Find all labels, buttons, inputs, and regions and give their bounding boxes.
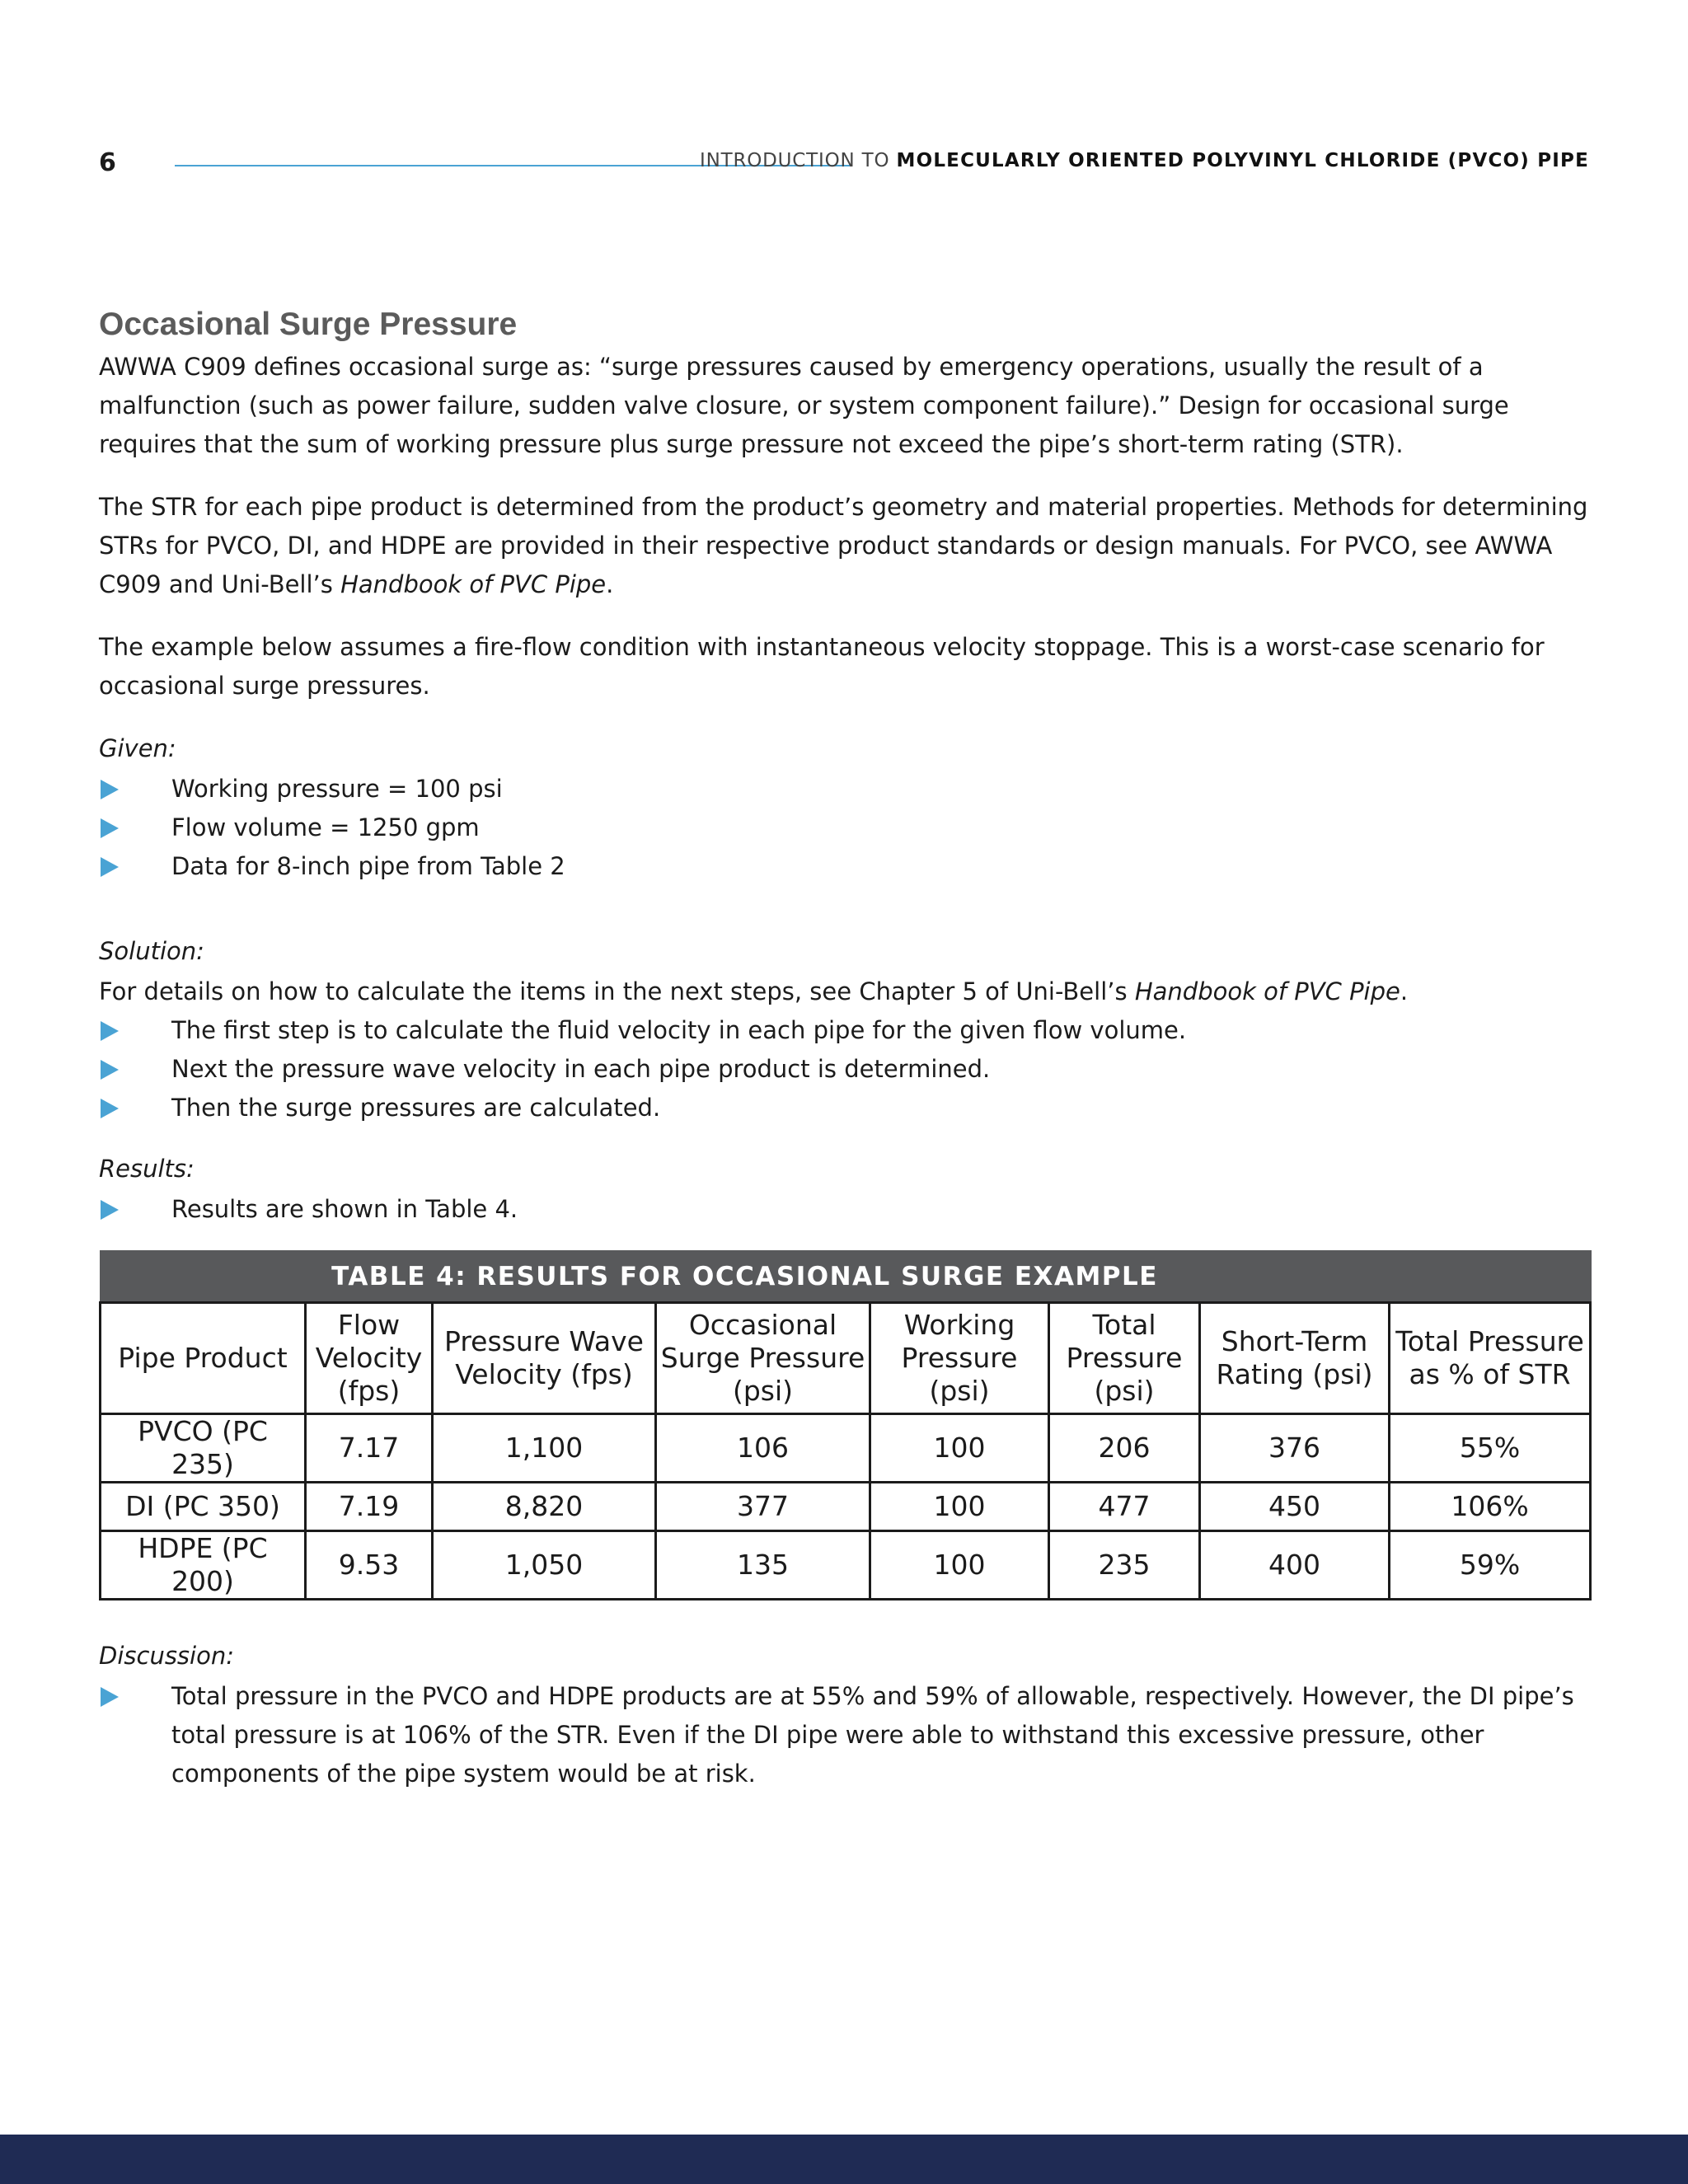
paragraph-definition: AWWA C909 defines occasional surge as: “surge pressures caused by emergency operations, usually the result of a malfunction (such as power failure, sudden valve closure, or system component failure).” Design for occasional surge requires that the sum of working pressure plus surge pressure not exceed the pipe’s short-term rating (STR). [99,353,1509,458]
column-header: Total Pressure as % of STR [1390,1303,1591,1414]
handbook-title: Handbook of PVC Pipe [340,570,607,598]
table-cell: 100 [870,1483,1049,1531]
table-row [101,1531,1591,1600]
table-cell: 9.53 [306,1531,433,1600]
section-heading: Occasional Surge Pressure [99,307,518,342]
table-cell: 450 [1200,1483,1390,1531]
given-label: Given: [99,734,176,762]
table-header-row [101,1303,1591,1414]
list-item [99,1050,1589,1089]
handbook-title: Handbook of PVC Pipe [1134,977,1400,1005]
column-header: Occasional Surge Pressure (psi) [656,1303,870,1414]
bullet-triangle-icon [101,1687,119,1707]
table-cell: 376 [1200,1414,1390,1483]
table-cell: PVCO (PC 235) [101,1414,306,1483]
solution-note-end: . [1400,977,1409,1005]
list-item [99,1011,1589,1050]
table-row [101,1414,1591,1483]
table-cell: 206 [1049,1414,1200,1483]
solution-note-text: For details on how to calculate the items in the next steps, see Chapter 5 of Uni-Bell’s [99,977,1135,1005]
column-header: Pressure Wave Velocity (fps) [433,1303,656,1414]
list-item-text: Then the surge pressures are calculated. [171,1094,661,1122]
paragraph-str-end: . [606,570,614,598]
bullet-triangle-icon [101,857,119,877]
paragraph-example: The example below assumes a fire-flow condition with instantaneous velocity stoppage. This is a worst-case scenario for occasional surge pressures. [99,633,1545,700]
table-cell: 1,050 [433,1531,656,1600]
discussion-list [99,1677,1589,1793]
bullet-triangle-icon [101,1060,119,1080]
list-item [99,847,1589,886]
results-list [99,1190,1589,1229]
table-cell: 135 [656,1531,870,1600]
table-cell: 55% [1390,1414,1591,1483]
table-cell: 59% [1390,1531,1591,1600]
list-item [99,770,1589,808]
table-cell: 7.17 [306,1414,433,1483]
bullet-triangle-icon [101,1099,119,1118]
discussion-label: Discussion: [99,1642,234,1670]
column-header: Short-Term Rating (psi) [1200,1303,1390,1414]
list-item-text: Next the pressure wave velocity in each pipe product is determined. [171,1055,991,1083]
table-cell: 100 [870,1531,1049,1600]
given-list [99,770,1589,886]
running-title [700,150,1589,171]
page-number: 6 [99,148,116,177]
list-item [99,1190,1589,1229]
table-cell: 7.19 [306,1483,433,1531]
results-label: Results: [99,1155,195,1183]
column-header: Pipe Product [101,1303,306,1414]
table-cell: 106% [1390,1483,1591,1531]
table-cell: HDPE (PC 200) [101,1531,306,1600]
paragraph-str-text: The STR for each pipe product is determined from the product’s geometry and material properties. Methods for determining STRs for PVCO, DI, and HDPE are provided in their respective product standards or design manuals. For PVCO, see AWWA C909 and Uni-Bell’s [99,493,1588,598]
column-header: Working Pressure (psi) [870,1303,1049,1414]
list-item [99,808,1589,847]
table-cell: 235 [1049,1531,1200,1600]
list-item [99,1677,1589,1793]
document-body [99,307,1589,1816]
bullet-triangle-icon [101,780,119,799]
running-title-prefix: INTRODUCTION TO [700,150,890,171]
table-title: TABLE 4: RESULTS FOR OCCASIONAL SURGE EXAMPLE [101,1251,1390,1303]
table-cell: 8,820 [433,1483,656,1531]
solution-list [99,1011,1589,1127]
column-header: Flow Velocity (fps) [306,1303,433,1414]
list-item-text: Working pressure = 100 psi [171,775,503,803]
table-cell: 400 [1200,1531,1390,1600]
running-title-bold: MOLECULARLY ORIENTED POLYVINYL CHLORIDE (PVCO) PIPE [896,150,1589,171]
paragraph-str [99,488,1589,604]
table-cell: 1,100 [433,1414,656,1483]
list-item-text: Data for 8-inch pipe from Table 2 [171,852,565,880]
table-cell: DI (PC 350) [101,1483,306,1531]
list-item-text: Results are shown in Table 4. [171,1195,518,1223]
table-title-cell [1390,1251,1591,1303]
list-item-text: Total pressure in the PVCO and HDPE products are at 55% and 59% of allowable, respectively. However, the DI pipe’s total pressure is at 106% of the STR. Even if the DI pipe were able to withstand this excessive pressure, other components of the pipe system would be at risk. [171,1682,1574,1788]
solution-note [99,972,1589,1011]
solution-label: Solution: [99,937,204,965]
bullet-triangle-icon [101,1200,119,1220]
footer-bar [0,2135,1688,2184]
table-cell: 477 [1049,1483,1200,1531]
table-cell: 377 [656,1483,870,1531]
table-row [101,1483,1591,1531]
page-header [99,148,1589,181]
table-cell: 106 [656,1414,870,1483]
list-item-text: The first step is to calculate the fluid velocity in each pipe for the given flow volume. [171,1016,1187,1044]
bullet-triangle-icon [101,818,119,838]
table-cell: 100 [870,1414,1049,1483]
bullet-triangle-icon [101,1021,119,1041]
table-title-row [101,1251,1591,1303]
results-table [99,1250,1592,1601]
column-header: Total Pressure (psi) [1049,1303,1200,1414]
list-item-text: Flow volume = 1250 gpm [171,813,480,841]
list-item [99,1089,1589,1127]
